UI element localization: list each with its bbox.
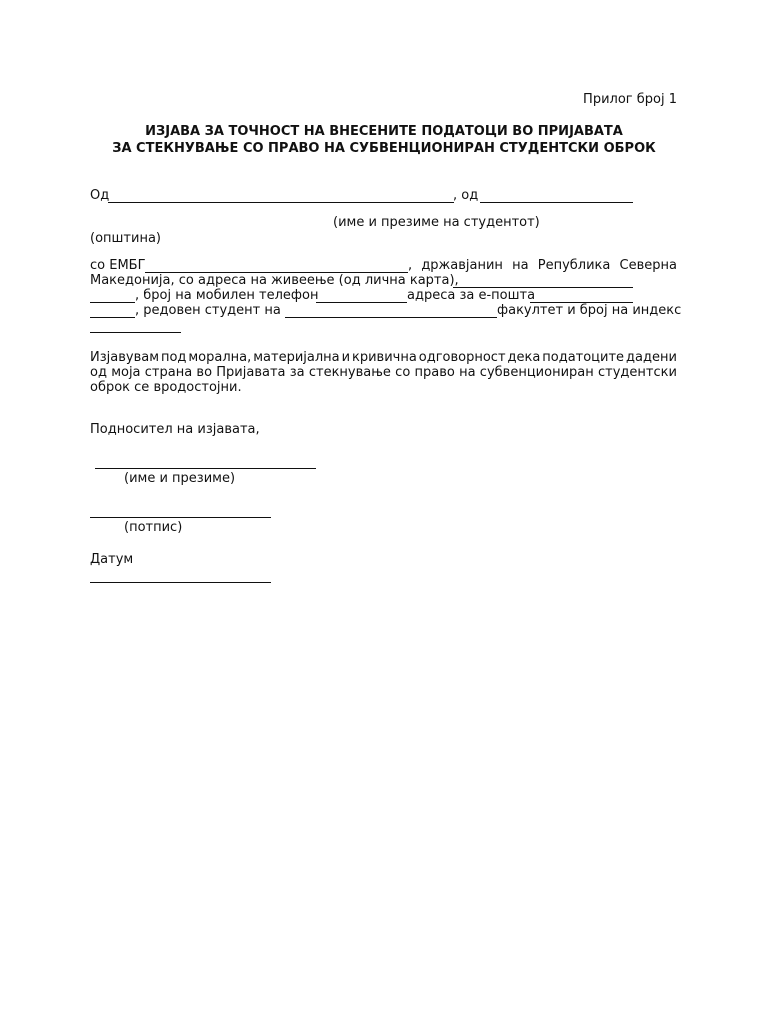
email-blank[interactable]	[530, 288, 633, 303]
declaration-line-2	[90, 365, 677, 380]
declaration-line-3: оброк се вродостојни.	[90, 380, 242, 395]
signature-blank[interactable]	[90, 503, 271, 518]
signer-name-hint: (име и презиме)	[124, 471, 236, 486]
embg-blank[interactable]	[145, 258, 408, 273]
from-label: Од	[90, 188, 110, 203]
address-label: Македонија, со адреса на живеење (од лична карта),	[90, 273, 459, 288]
faculty-blank[interactable]	[285, 303, 497, 318]
citizenship-word: Северна	[619, 258, 677, 273]
declaration-word: моја	[111, 365, 141, 380]
document-title-line1: ИЗЈАВА ЗА ТОЧНОСТ НА ВНЕСЕНИТЕ ПОДАТОЦИ ВО ПРИЈАВАТА	[145, 124, 623, 139]
declaration-word: дека	[507, 350, 541, 365]
student-name-blank[interactable]	[108, 188, 454, 203]
annex-number: Прилог број 1	[583, 92, 677, 107]
declaration-line-1	[90, 350, 677, 365]
citizenship-word: Република	[537, 258, 611, 273]
declaration-word: морална,	[188, 350, 252, 365]
citizenship-text	[408, 258, 677, 273]
regular-student-label: , редовен студент на	[135, 303, 281, 318]
citizenship-word: на	[512, 258, 529, 273]
declaration-word: одговорност	[418, 350, 506, 365]
signature-hint: (потпис)	[124, 520, 183, 535]
declaration-word: од	[90, 365, 107, 380]
submitter-label: Подносител на изјавата,	[90, 422, 260, 437]
declaration-word: со	[395, 365, 411, 380]
document-title-line2: ЗА СТЕКНУВАЊЕ СО ПРАВО НА СУБВЕНЦИОНИРАН СТУДЕНТСКИ ОБРОК	[112, 141, 656, 156]
declaration-word: за	[289, 365, 305, 380]
email-blank-continued[interactable]	[90, 303, 135, 318]
signer-name-blank[interactable]	[95, 454, 316, 469]
declaration-word: во	[196, 365, 213, 380]
declaration-word: дадени	[626, 350, 677, 365]
name-hint: (име и презиме на студентот)	[333, 215, 540, 230]
declaration-word: стекнување	[308, 365, 391, 380]
declaration-word: под	[160, 350, 187, 365]
date-label: Датум	[90, 552, 134, 567]
declaration-word: материјална	[253, 350, 340, 365]
declaration-word: право	[414, 365, 455, 380]
date-blank[interactable]	[90, 568, 271, 583]
declaration-word: субвенциониран	[479, 365, 594, 380]
from-od-label: , од	[453, 188, 479, 203]
mobile-phone-blank[interactable]	[316, 288, 407, 303]
embg-label: со ЕМБГ	[90, 258, 146, 273]
declaration-word: и	[341, 350, 351, 365]
faculty-index-label: факултет и број на индекс	[497, 303, 682, 318]
citizenship-word: државјанин	[421, 258, 503, 273]
declaration-word: страна	[144, 365, 193, 380]
declaration-word: податоците	[542, 350, 625, 365]
municipality-hint: (општина)	[90, 231, 161, 246]
email-label: адреса за е-пошта	[407, 288, 536, 303]
citizenship-word: ,	[408, 258, 413, 273]
declaration-word: студентски	[597, 365, 677, 380]
declaration-word: на	[459, 365, 476, 380]
index-number-blank[interactable]	[90, 318, 181, 333]
address-blank-continued[interactable]	[90, 288, 135, 303]
declaration-word: Пријавата	[216, 365, 286, 380]
address-blank[interactable]	[453, 273, 633, 288]
declaration-word: Изјавувам	[90, 350, 160, 365]
mobile-label: , број на мобилен телефон	[135, 288, 319, 303]
municipality-blank[interactable]	[480, 188, 633, 203]
declaration-word: кривична	[351, 350, 417, 365]
